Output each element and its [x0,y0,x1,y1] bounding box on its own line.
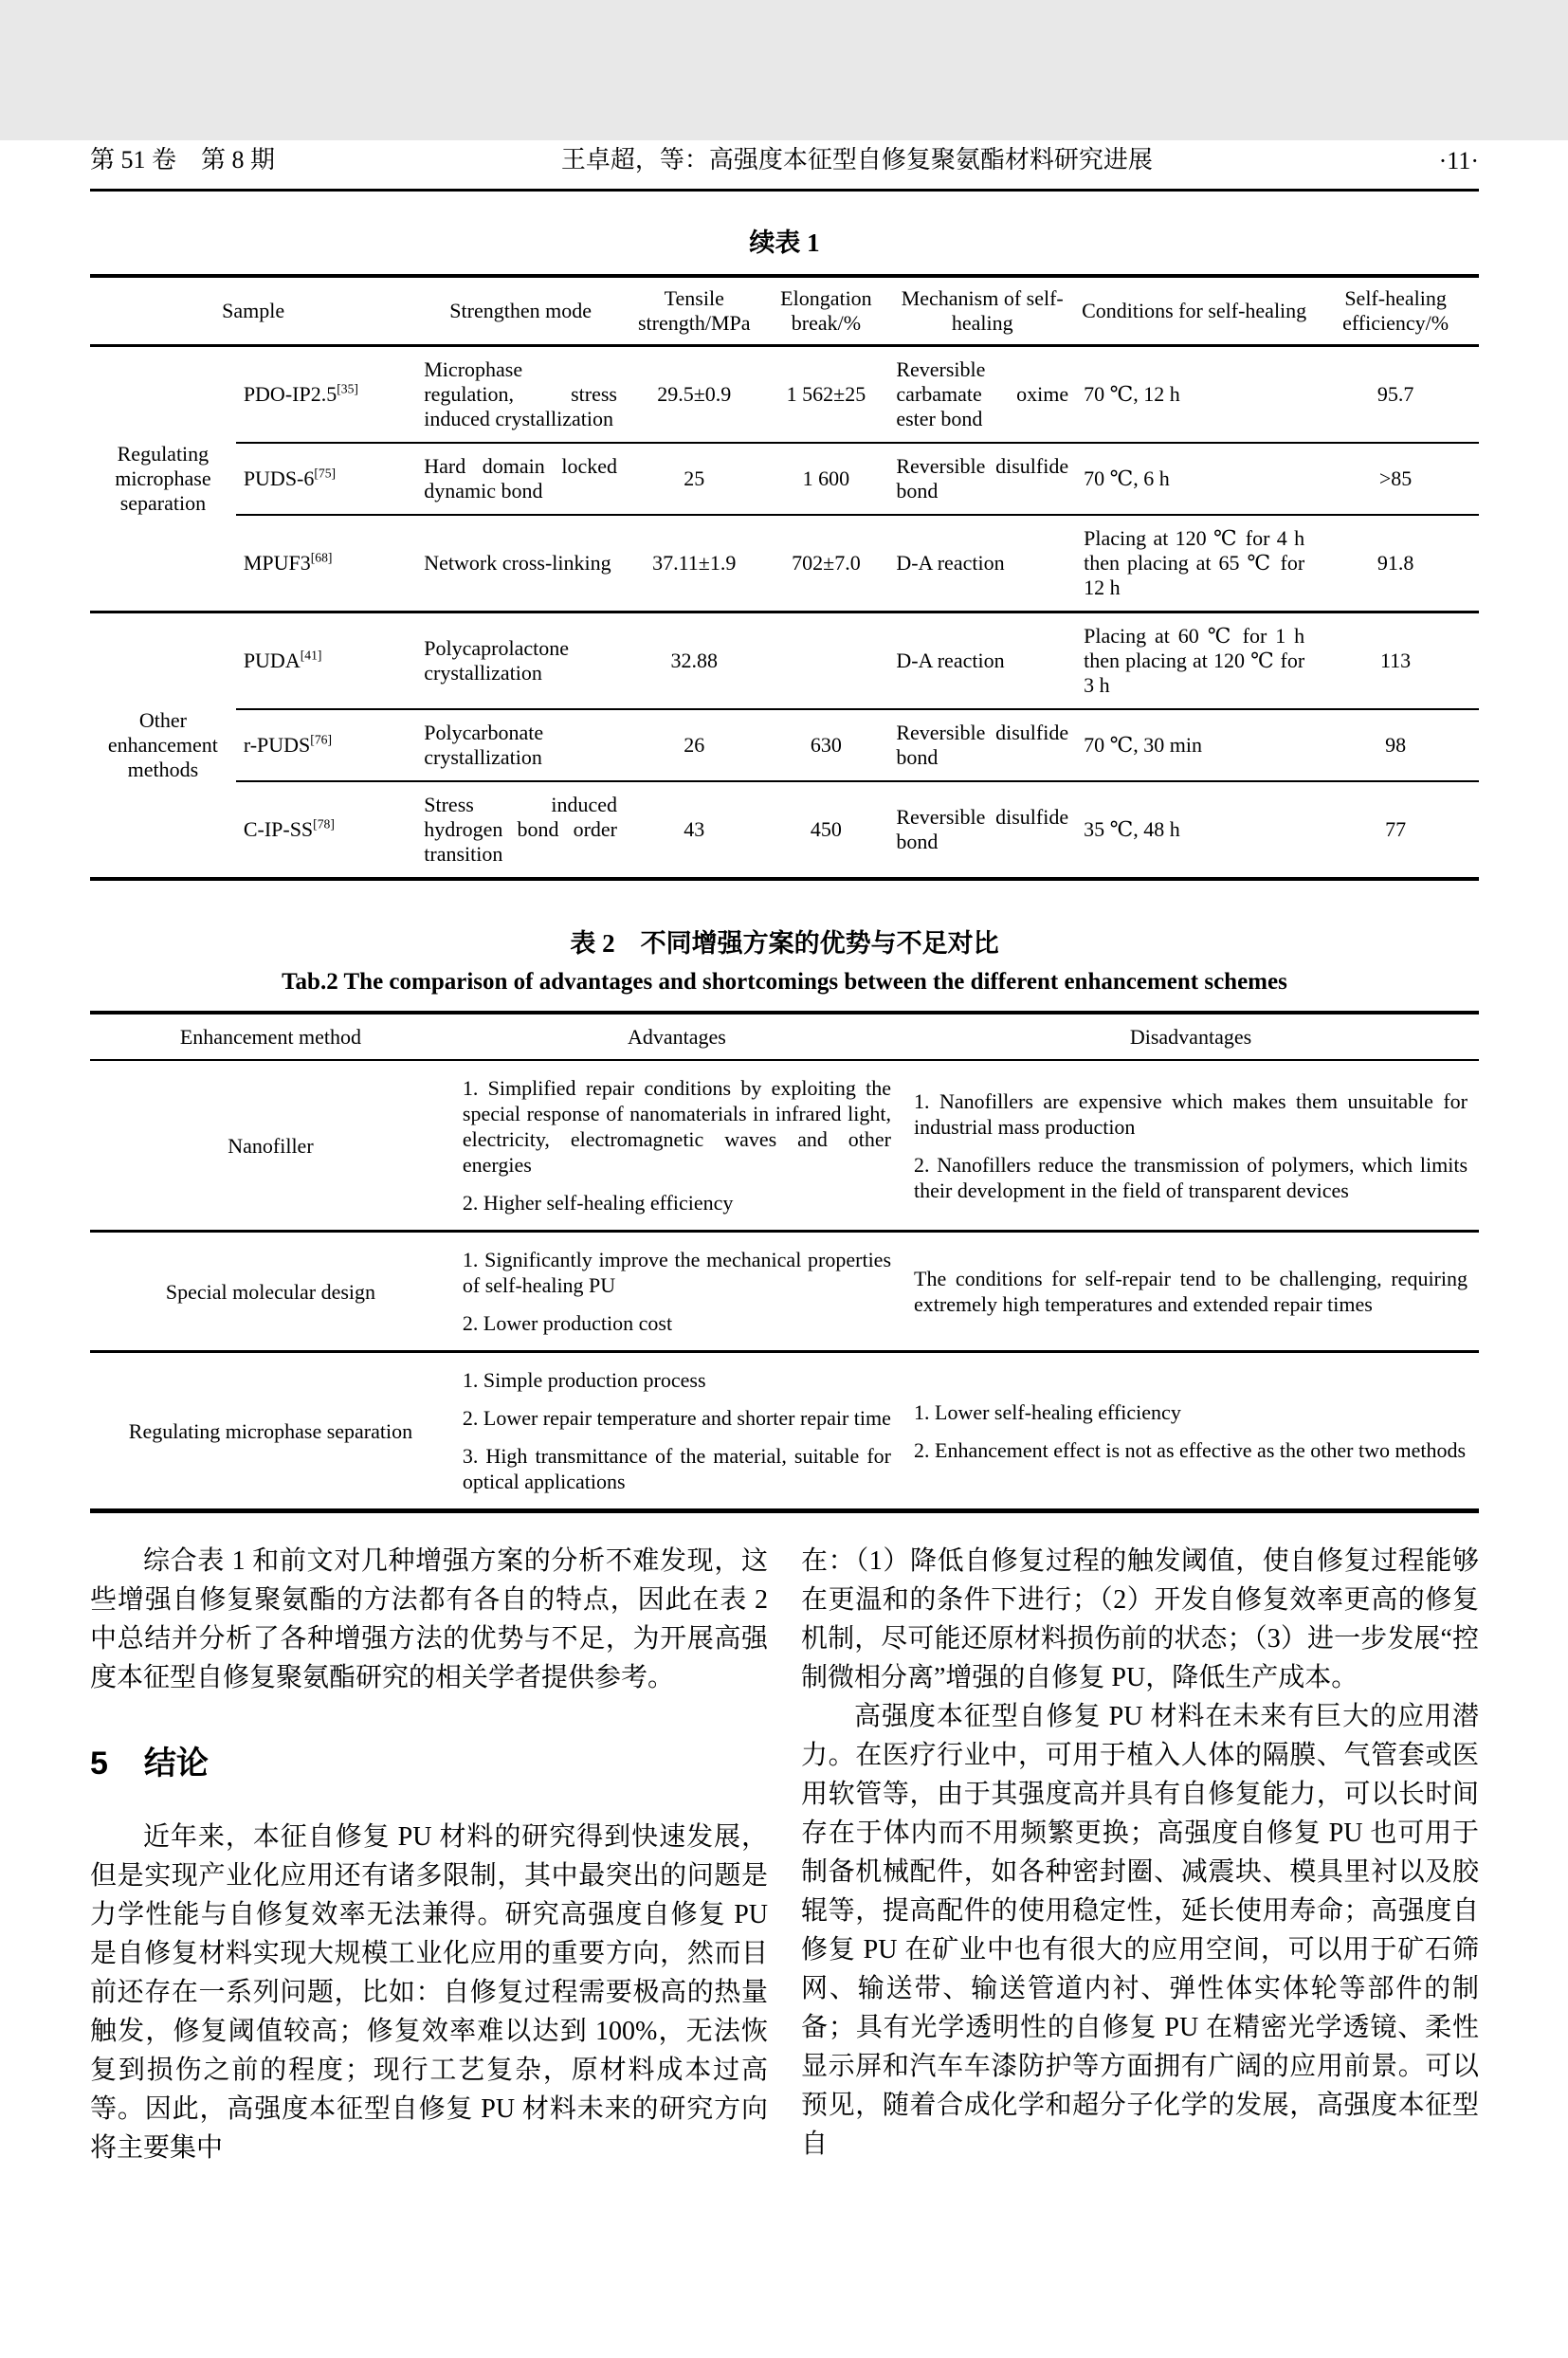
sample-name: PUDA [243,649,301,672]
disadvantages-cell [903,1232,1479,1352]
page-content [0,140,1568,2167]
efficiency-cell: 91.8 [1312,515,1479,612]
table2-title-zh: 表 2 不同增强方案的优势与不足对比 [570,929,999,958]
elongation-cell: 630 [764,709,889,781]
sample-name: r-PUDS [243,733,311,757]
tensile-cell: 32.88 [625,612,764,710]
table-row [90,443,1479,515]
strengthen-mode-cell: Polycaprolactone crystallization [416,612,625,710]
elongation-cell: 1 562±25 [786,382,866,406]
table1-header [90,276,1479,346]
sample-cell [236,612,416,710]
elongation-cell: 702±7.0 [764,515,889,612]
col-conditions: Conditions for self-healing [1076,276,1312,346]
conditions-cell: 70 ℃, 30 min [1076,709,1312,781]
table2-header [90,1013,1479,1060]
conditions-cell: 35 ℃, 48 h [1076,781,1312,879]
disadvantage-item: 2. Enhancement effect is not as effective as the other two methods [914,1437,1467,1462]
advantage-item: 1. Simple production process [462,1368,706,1392]
table2-title-en: Tab.2 The comparison of advantages and shortcomings between the different enhancement schemes [282,969,1287,995]
sample-name: C-IP-SS [243,817,314,841]
table-row [90,1060,1479,1232]
advantage-item: 2. Lower repair temperature and shorter repair time [462,1406,891,1430]
tensile-cell: 25 [625,443,764,515]
col-tensile: Tensile strength/MPa [625,276,764,346]
conditions-cell: Placing at 60 ℃ for 1 h then placing at 120 ℃ for 3 h [1076,612,1312,710]
col-strengthen-mode: Strengthen mode [416,276,625,346]
table-row [90,515,1479,612]
tensile-cell: 37.11±1.9 [625,515,764,612]
reference-superscript: [76] [310,732,332,747]
group-label: Regulating microphase separation [115,442,211,515]
section-heading-conclusion [90,1745,768,1783]
tensile-cell: 43 [625,781,764,879]
mechanism-cell: Reversible disulfide bond [888,709,1076,781]
table-row [90,709,1479,781]
elongation-cell: 1 600 [764,443,889,515]
disadvantages-cell [903,1060,1479,1232]
mechanism-cell: Reversible disulfide bond [888,781,1076,879]
disadvantage-item: 2. Nanofillers reduce the transmission of polymers, which limits their development in the field of transparent devices [914,1152,1468,1202]
table-row [90,1352,1479,1511]
table2-header-row [90,1013,1479,1060]
tensile-cell: 26 [625,709,764,781]
sample-cell [236,781,416,879]
col-elongation: Elongation break/% [764,276,889,346]
advantages-cell [451,1060,903,1232]
advantages-cell [451,1232,903,1352]
reference-superscript: [41] [300,648,322,663]
mechanism-cell: D-A reaction [888,515,1076,612]
col-sample: Sample [90,276,416,346]
efficiency-cell: 77 [1312,781,1479,879]
sample-cell [236,709,416,781]
sample-name: PUDS-6 [243,466,315,490]
advantage-item: 3. High transmittance of the material, suitable for optical applications [462,1444,892,1493]
strengthen-mode-cell: Network cross-linking [416,515,625,612]
paragraph: 综合表 1 和前文对几种增强方案的分析不难发现，这些增强自修复聚氨酯的方法都有各自的特点，因此在表 2 中总结并分析了各种增强方法的优势与不足，为开展高强度本征型自修复聚氨酯研究的相关学者提供参考。 [90,1546,768,1692]
mechanism-cell: Reversible disulfide bond [888,443,1076,515]
disadvantage-item: The conditions for self-repair tend to be challenging, requiring extremely high temperatures and extended repair times [914,1267,1468,1316]
col-advantages: Advantages [451,1013,903,1060]
elongation-cell: 450 [764,781,889,879]
reference-superscript: [78] [313,816,335,832]
sample-cell [236,346,416,444]
table1-header-row [90,276,1479,346]
tensile-cell: 29.5±0.9 [657,382,732,406]
strengthen-mode-cell: Hard domain locked dynamic bond [416,443,625,515]
article-running-title: 王卓超，等：高强度本征型自修复聚氨酯材料研究进展 [560,146,1153,174]
group-label: Other enhancement methods [90,612,236,880]
table1-continued-title: 续表 1 [749,228,820,257]
col-enhancement-method: Enhancement method [90,1013,451,1060]
method-cell: Special molecular design [90,1232,451,1352]
right-column [801,1542,1479,2167]
conditions-cell: Placing at 120 ℃ for 4 h then placing at 65 ℃ for 12 h [1076,515,1312,612]
running-head [90,140,1479,192]
mechanism-cell: D-A reaction [888,612,1076,710]
col-disadvantages: Disadvantages [903,1013,1479,1060]
advantage-item: 1. Simplified repair conditions by exploiting the special response of nanomaterials in infrared light, electricity, electromagnetic waves and other energies [462,1076,892,1177]
disadvantage-item: 1. Nanofillers are expensive which makes them unsuitable for industrial mass production [914,1088,1468,1139]
advantage-item: 2. Higher self-healing efficiency [462,1191,734,1215]
section-number: 5 [90,1746,108,1782]
conditions-cell: 70 ℃, 6 h [1076,443,1312,515]
disadvantage-item: 1. Lower self-healing efficiency [914,1399,1181,1424]
paragraph: 高强度本征型自修复 PU 材料在未来有巨大的应用潜力。在医疗行业中，可用于植入人体的隔膜、气管套或医用软管等，由于其强度高并具有自修复能力，可以长时间存在于体内而不用频繁更换；高强度自修复 PU 也可用于制备机械配件，如各种密封圈、减震块、模具里衬以及胶辊等，提高配件的使用稳定性，延长使用寿命；高强度自修复 PU 在矿业中也有很大的应用空间，可以用于矿石筛网、输送带、输送管道内衬、弹性体实体轮等部件的制备；具有光学透明性的自修复 PU 在精密光学透镜、柔性显示屏和汽车车漆防护等方面拥有广阔的应用前景。可以预见，随着合成化学和超分子化学的发展，高强度本征型自 [801,1702,1479,2159]
elongation-cell [764,612,889,710]
col-mechanism: Mechanism of self-healing [888,276,1076,346]
reference-superscript: [68] [310,550,333,565]
paragraph: 近年来，本征自修复 PU 材料的研究得到快速发展，但是实现产业化应用还有诸多限制，其中最突出的问题是力学性能与自修复效率无法兼得。研究高强度自修复 PU 是自修复材料实现大规模工业化应用的重要方向，然而目前还存在一系列问题，比如：自修复过程需要极高的热量触发，修复阈值较高；修复效率难以达到 100%，无法恢复到损伤之前的程度；现行工艺复杂，原材料成本过高等。因此，高强度本征型自修复 PU 材料未来的研究方向将主要集中 [90,1822,768,2163]
advantages-cell [451,1352,903,1511]
volume-issue: 第 51 卷 第 8 期 [90,146,276,174]
strengthen-mode-cell: Stress induced hydrogen bond order transition [416,781,625,879]
sample-name: MPUF3 [243,551,311,575]
paragraph: 在：（1）降低自修复过程的触发阈值，使自修复过程能够在更温和的条件下进行；（2）开发自修复效率更高的修复机制，尽可能还原材料损伤前的状态；（3）进一步发展“控制微相分离”增强的自修复 PU，降低生产成本。 [801,1546,1479,1692]
table-row [90,1232,1479,1352]
advantage-item: 2. Lower production cost [462,1311,673,1335]
method-cell: Regulating microphase separation [90,1352,451,1511]
conditions-cell: 70 ℃, 12 h [1084,382,1180,406]
efficiency-cell: 98 [1312,709,1479,781]
efficiency-cell: 95.7 [1377,382,1414,406]
col-efficiency: Self-healing efficiency/% [1312,276,1479,346]
section-title: 结论 [143,1746,209,1782]
body-text-columns [90,1542,1479,2167]
table-row [90,781,1479,879]
table2-comparison [90,1011,1479,1513]
disadvantages-cell [903,1352,1479,1511]
method-cell: Nanofiller [228,1133,314,1158]
strengthen-mode-cell: Polycarbonate crystallization [416,709,625,781]
strengthen-mode-cell: Microphase regulation, stress induced crystallization [424,357,617,430]
page-number: ·11· [1438,147,1479,174]
reference-superscript: [75] [314,466,337,481]
table-row [90,346,1479,444]
left-column [90,1542,768,2167]
journal-page [0,140,1568,2358]
table-row [90,612,1479,710]
advantage-item: 1. Significantly improve the mechanical properties of self-healing PU [462,1248,892,1297]
efficiency-cell: >85 [1312,443,1479,515]
efficiency-cell: 113 [1312,612,1479,710]
sample-name: PDO-IP2.5 [243,382,337,406]
table1-continued [90,274,1479,881]
reference-superscript: [35] [337,381,358,396]
sample-cell [236,443,416,515]
sample-cell [236,515,416,612]
mechanism-cell: Reversible carbamate oxime ester bond [896,357,1069,430]
